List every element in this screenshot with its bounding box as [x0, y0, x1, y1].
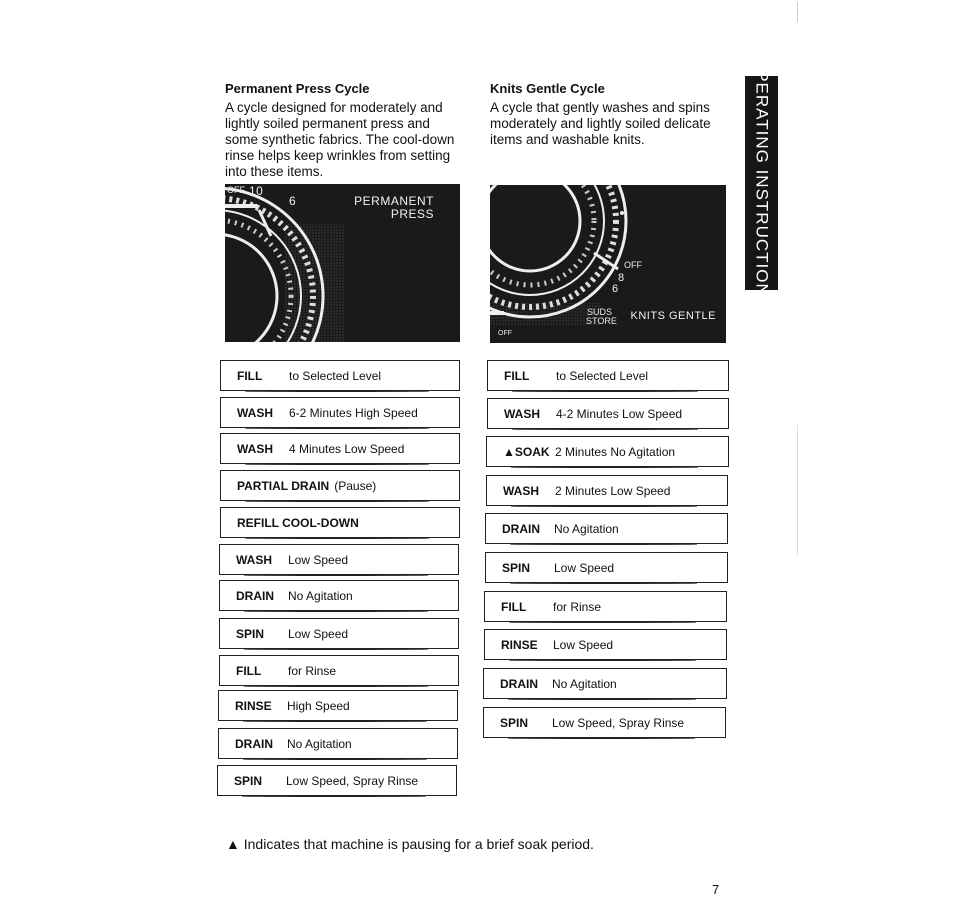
step-description: Low Speed — [554, 560, 615, 575]
step-keyword: DRAIN — [502, 521, 540, 536]
step-description: High Speed — [287, 698, 350, 713]
step-keyword: SPIN — [502, 560, 531, 575]
step-description: No Agitation — [554, 521, 619, 536]
dial-store-label: STORE — [586, 316, 617, 326]
step-box — [485, 552, 728, 583]
step-keyword: PARTIAL DRAIN — [237, 478, 330, 493]
step-keyword: FILL — [504, 368, 530, 383]
operating-instructions-side-tab — [745, 56, 778, 310]
step-keyword: RINSE — [501, 637, 538, 652]
step-keyword: REFILL COOL-DOWN — [237, 515, 359, 530]
step-keyword: WASH — [504, 406, 540, 421]
step-box — [219, 544, 459, 575]
step-box — [218, 728, 458, 759]
step-box — [483, 668, 727, 699]
step-keyword: SPIN — [236, 626, 265, 641]
step-keyword: ▲SOAK — [503, 444, 550, 459]
step-description: 2 Minutes Low Speed — [555, 483, 671, 498]
knits-gentle-description: A cycle that gently washes and spins moderately and lightly soiled delicate items and washable knits. — [490, 100, 711, 147]
step-box — [217, 765, 457, 796]
step-box — [484, 629, 727, 660]
step-keyword: SPIN — [234, 773, 263, 788]
dial-off-bottom-mark: OFF — [498, 330, 512, 337]
step-description: 4 Minutes Low Speed — [289, 441, 405, 456]
step-keyword: DRAIN — [235, 736, 273, 751]
step-box — [219, 580, 459, 611]
step-description: to Selected Level — [289, 368, 382, 383]
dial-label-permanent: PERMANENT — [354, 194, 434, 208]
step-description: Low Speed, Spray Rinse — [552, 715, 685, 730]
step-box — [485, 513, 728, 544]
step-keyword: FILL — [501, 599, 527, 614]
soak-footnote: ▲ Indicates that machine is pausing for a brief soak period. — [226, 836, 594, 852]
step-box — [219, 655, 459, 686]
dial-label-knits-gentle: KNITS GENTLE — [630, 310, 716, 322]
step-description: to Selected Level — [556, 368, 649, 383]
permanent-press-dial-image — [225, 184, 460, 342]
step-box — [487, 398, 729, 429]
knits-gentle-title: Knits Gentle Cycle — [490, 81, 605, 96]
step-description: 2 Minutes No Agitation — [555, 444, 676, 459]
step-description: Low Speed — [288, 626, 349, 641]
step-description: 4-2 Minutes Low Speed — [556, 406, 683, 421]
step-description: Low Speed, Spray Rinse — [286, 773, 419, 788]
permanent-press-section — [225, 81, 465, 180]
dial-off-mark: OFF — [227, 185, 245, 195]
step-keyword: WASH — [237, 441, 273, 456]
step-box — [218, 690, 458, 721]
step-box — [483, 707, 726, 738]
step-box — [220, 507, 460, 538]
step-box — [220, 433, 460, 464]
step-keyword: RINSE — [235, 698, 272, 713]
step-keyword: SPIN — [500, 715, 529, 730]
side-tab-label: OPERATING INSTRUCTIONS — [752, 56, 772, 310]
step-description: for Rinse — [553, 599, 602, 614]
dial-suds-label: SUDS — [587, 307, 613, 317]
dial-off-mark: OFF — [624, 260, 642, 270]
step-box — [219, 618, 459, 649]
step-box — [220, 470, 460, 501]
step-keyword: WASH — [237, 405, 273, 420]
step-box — [486, 436, 729, 467]
step-description: (Pause) — [334, 478, 377, 493]
step-description: No Agitation — [288, 588, 353, 603]
dial-number-6: 6 — [289, 194, 297, 208]
margin-line — [797, 2, 798, 22]
step-description: Low Speed — [288, 552, 349, 567]
dial-number-10: 10 — [249, 184, 264, 198]
step-keyword: FILL — [237, 368, 263, 383]
step-keyword: DRAIN — [500, 676, 538, 691]
margin-line — [797, 425, 798, 555]
step-description: No Agitation — [552, 676, 617, 691]
step-keyword: WASH — [503, 483, 539, 498]
step-keyword: DRAIN — [236, 588, 274, 603]
step-box — [220, 360, 460, 391]
step-keyword: WASH — [236, 552, 272, 567]
dial-label-press: PRESS — [390, 207, 434, 221]
permanent-press-description: A cycle designed for moderately and lightly soiled permanent press and some synthetic fabrics. The cool-down rinse helps keep wrinkles from setting into these items. — [225, 100, 455, 179]
page-number: 7 — [712, 882, 720, 897]
step-description: 6-2 Minutes High Speed — [289, 405, 418, 420]
dial-number-6: 6 — [612, 283, 619, 295]
step-description: No Agitation — [287, 736, 352, 751]
step-box — [487, 360, 729, 391]
step-box — [484, 591, 727, 622]
step-description: for Rinse — [288, 663, 337, 678]
step-keyword: FILL — [236, 663, 262, 678]
knits-gentle-dial-image — [490, 185, 726, 343]
step-box — [486, 475, 728, 506]
step-description: Low Speed — [553, 637, 614, 652]
knits-gentle-section — [490, 81, 730, 148]
dial-number-8: 8 — [618, 272, 625, 284]
permanent-press-title: Permanent Press Cycle — [225, 81, 370, 96]
step-box — [220, 397, 460, 428]
